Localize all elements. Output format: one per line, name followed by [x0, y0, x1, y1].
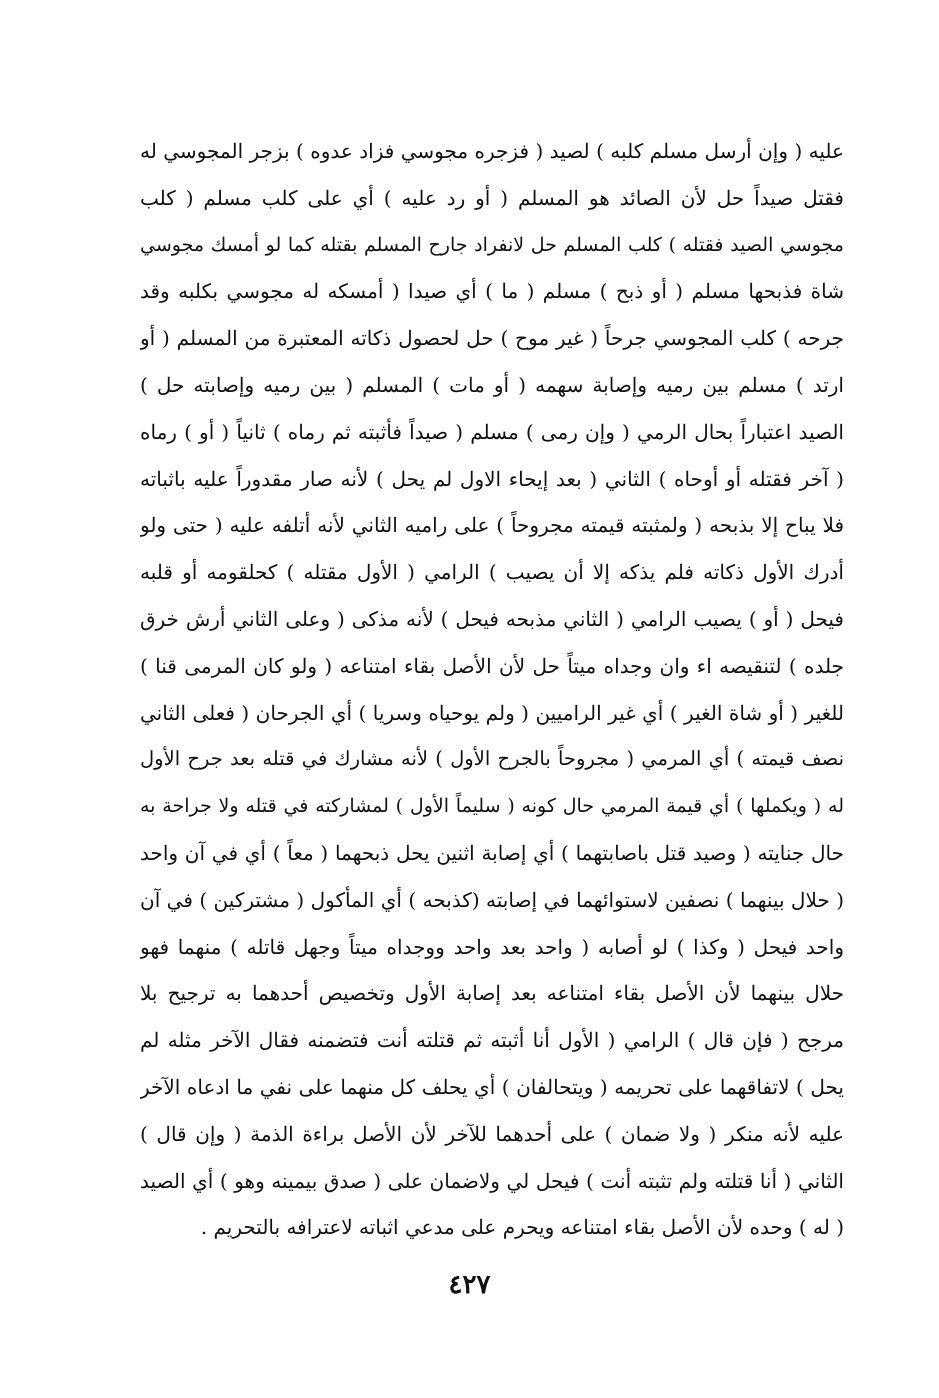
- text-line: الثاني ( أنا قتلته ولم تثبته أنت ) فيحل لي ولاضمان على ( صدق بيمينه وهو ) أي الصيد: [140, 1168, 844, 1193]
- body-text: [140, 128, 844, 1251]
- text-line: فيحل ( أو ) يصيب الرامي ( الثاني مذبحه فيحل ) لأنه مذكى ( وعلى الثاني أرش خرق: [140, 606, 844, 631]
- text-line: حلال بينهما لأن الأصل بقاء امتناعه بعد إصابة الأول وتخصيص أحدهما به ترجيح بلا: [140, 981, 844, 1006]
- text-line: جلده ) لتنقيصه اء وان وجداه ميتاً حل لأن الأصل بقاء امتناعه ( ولو كان المرمى قنا ): [140, 653, 844, 678]
- text-line: مجوسي الصيد فقتله ) كلب المسلم حل لانفراد جارح المسلم بقتله كما لو أمسك مجوسي: [140, 233, 844, 256]
- text-line: ( حلال بينهما ) نصفين لاستوائهما في إصابته (كذبحه ) أي المأكول ( مشتركين ) في آن: [140, 887, 844, 912]
- text-line: واحد فيحل ( وكذا ) لو أصابه ( واحد بعد واحد ووجداه ميتاً وجهل قاتله ) منهما فهو: [140, 934, 844, 959]
- text-line: ( له ) وحده لأن الأصل بقاء امتناعه ويحرم على مدعي اثباته لاعترافه بالتحريم .: [200, 1215, 844, 1240]
- text-line: مرجح ( فإن قال ) الرامي ( الأول أنا أثبته ثم قتلته أنت فتضمنه فقال الآخر مثله لم: [140, 1028, 844, 1053]
- text-line: نصف قيمته ) أي المرمي ( مجروحاً بالجرح الأول ) لأنه مشارك في قتله بعد جرح الأول: [140, 747, 844, 771]
- text-line: ارتد ) مسلم بين رميه وإصابة سهمه ( أو مات ) المسلم ( بين رميه وإصابته حل ): [140, 372, 844, 397]
- text-line: حال جنايته ( وصيد قتل باصابتهما ) أي إصابة اثنين يحل ذبحهما ( معاً ) أي في آن واحد: [140, 840, 844, 865]
- text-line: شاة فذبحها مسلم ( أو ذبح ) مسلم ( ما ) أي صيدا ( أمسكه له مجوسي بكلبه وقد: [140, 279, 844, 304]
- text-line: الصيد اعتباراً بحال الرمي ( وإن رمى ) مسلم ( صيداً فأثبته ثم رماه ) ثانياً ( أو ) رماه: [140, 419, 844, 444]
- text-line: فقتل صيداً حل لأن الصائد هو المسلم ( أو رد عليه ) أي على كلب مسلم ( كلب: [140, 185, 844, 210]
- text-line: أدرك الأول ذكاته فلم يذكه إلا أن يصيب ) الرامي ( الأول مقتله ) كحلقومه أو قلبه: [140, 560, 844, 585]
- text-line: يحل ) لاتفاقهما على تحريمه ( ويتحالفان ) أي يحلف كل منهما على نفي ما ادعاه الآخر: [140, 1074, 844, 1099]
- page-number: ٤٢٧: [448, 1270, 491, 1300]
- text-line: ( آخر فقتله أو أوحاه ) الثاني ( بعد إيحاء الاول لم يحل ) لأنه صار مقدوراً عليه باثباته: [140, 466, 844, 491]
- text-line: عليه لأنه منكر ( ولا ضمان ) على أحدهما للآخر لأن الأصل براءة الذمة ( وإن قال ): [140, 1121, 844, 1146]
- text-line: جرحه ) كلب المجوسي جرحاً ( غير موح ) حل لحصول ذكاته المعتبرة من المسلم ( أو: [140, 326, 844, 351]
- text-line: عليه ( وإن أرسل مسلم كلبه ) لصيد ( فزجره مجوسي فزاد عدوه ) بزجر المجوسي له: [140, 139, 844, 163]
- text-line: للغير ( أو شاة الغير ) أي غير الراميين ( ولم يوحياه وسريا ) أي الجرحان ( فعلى الثاني: [140, 700, 844, 725]
- text-line: له ( ويكملها ) أي قيمة المرمي حال كونه ( سليماً الأول ) لمشاركته في قتله ولا جراحة به: [140, 795, 844, 818]
- text-line: فلا يباح إلا بذبحه ( ولمثبته قيمته مجروحاً ) على راميه الثاني لأنه أتلفه عليه ( حتى ولو: [140, 513, 844, 538]
